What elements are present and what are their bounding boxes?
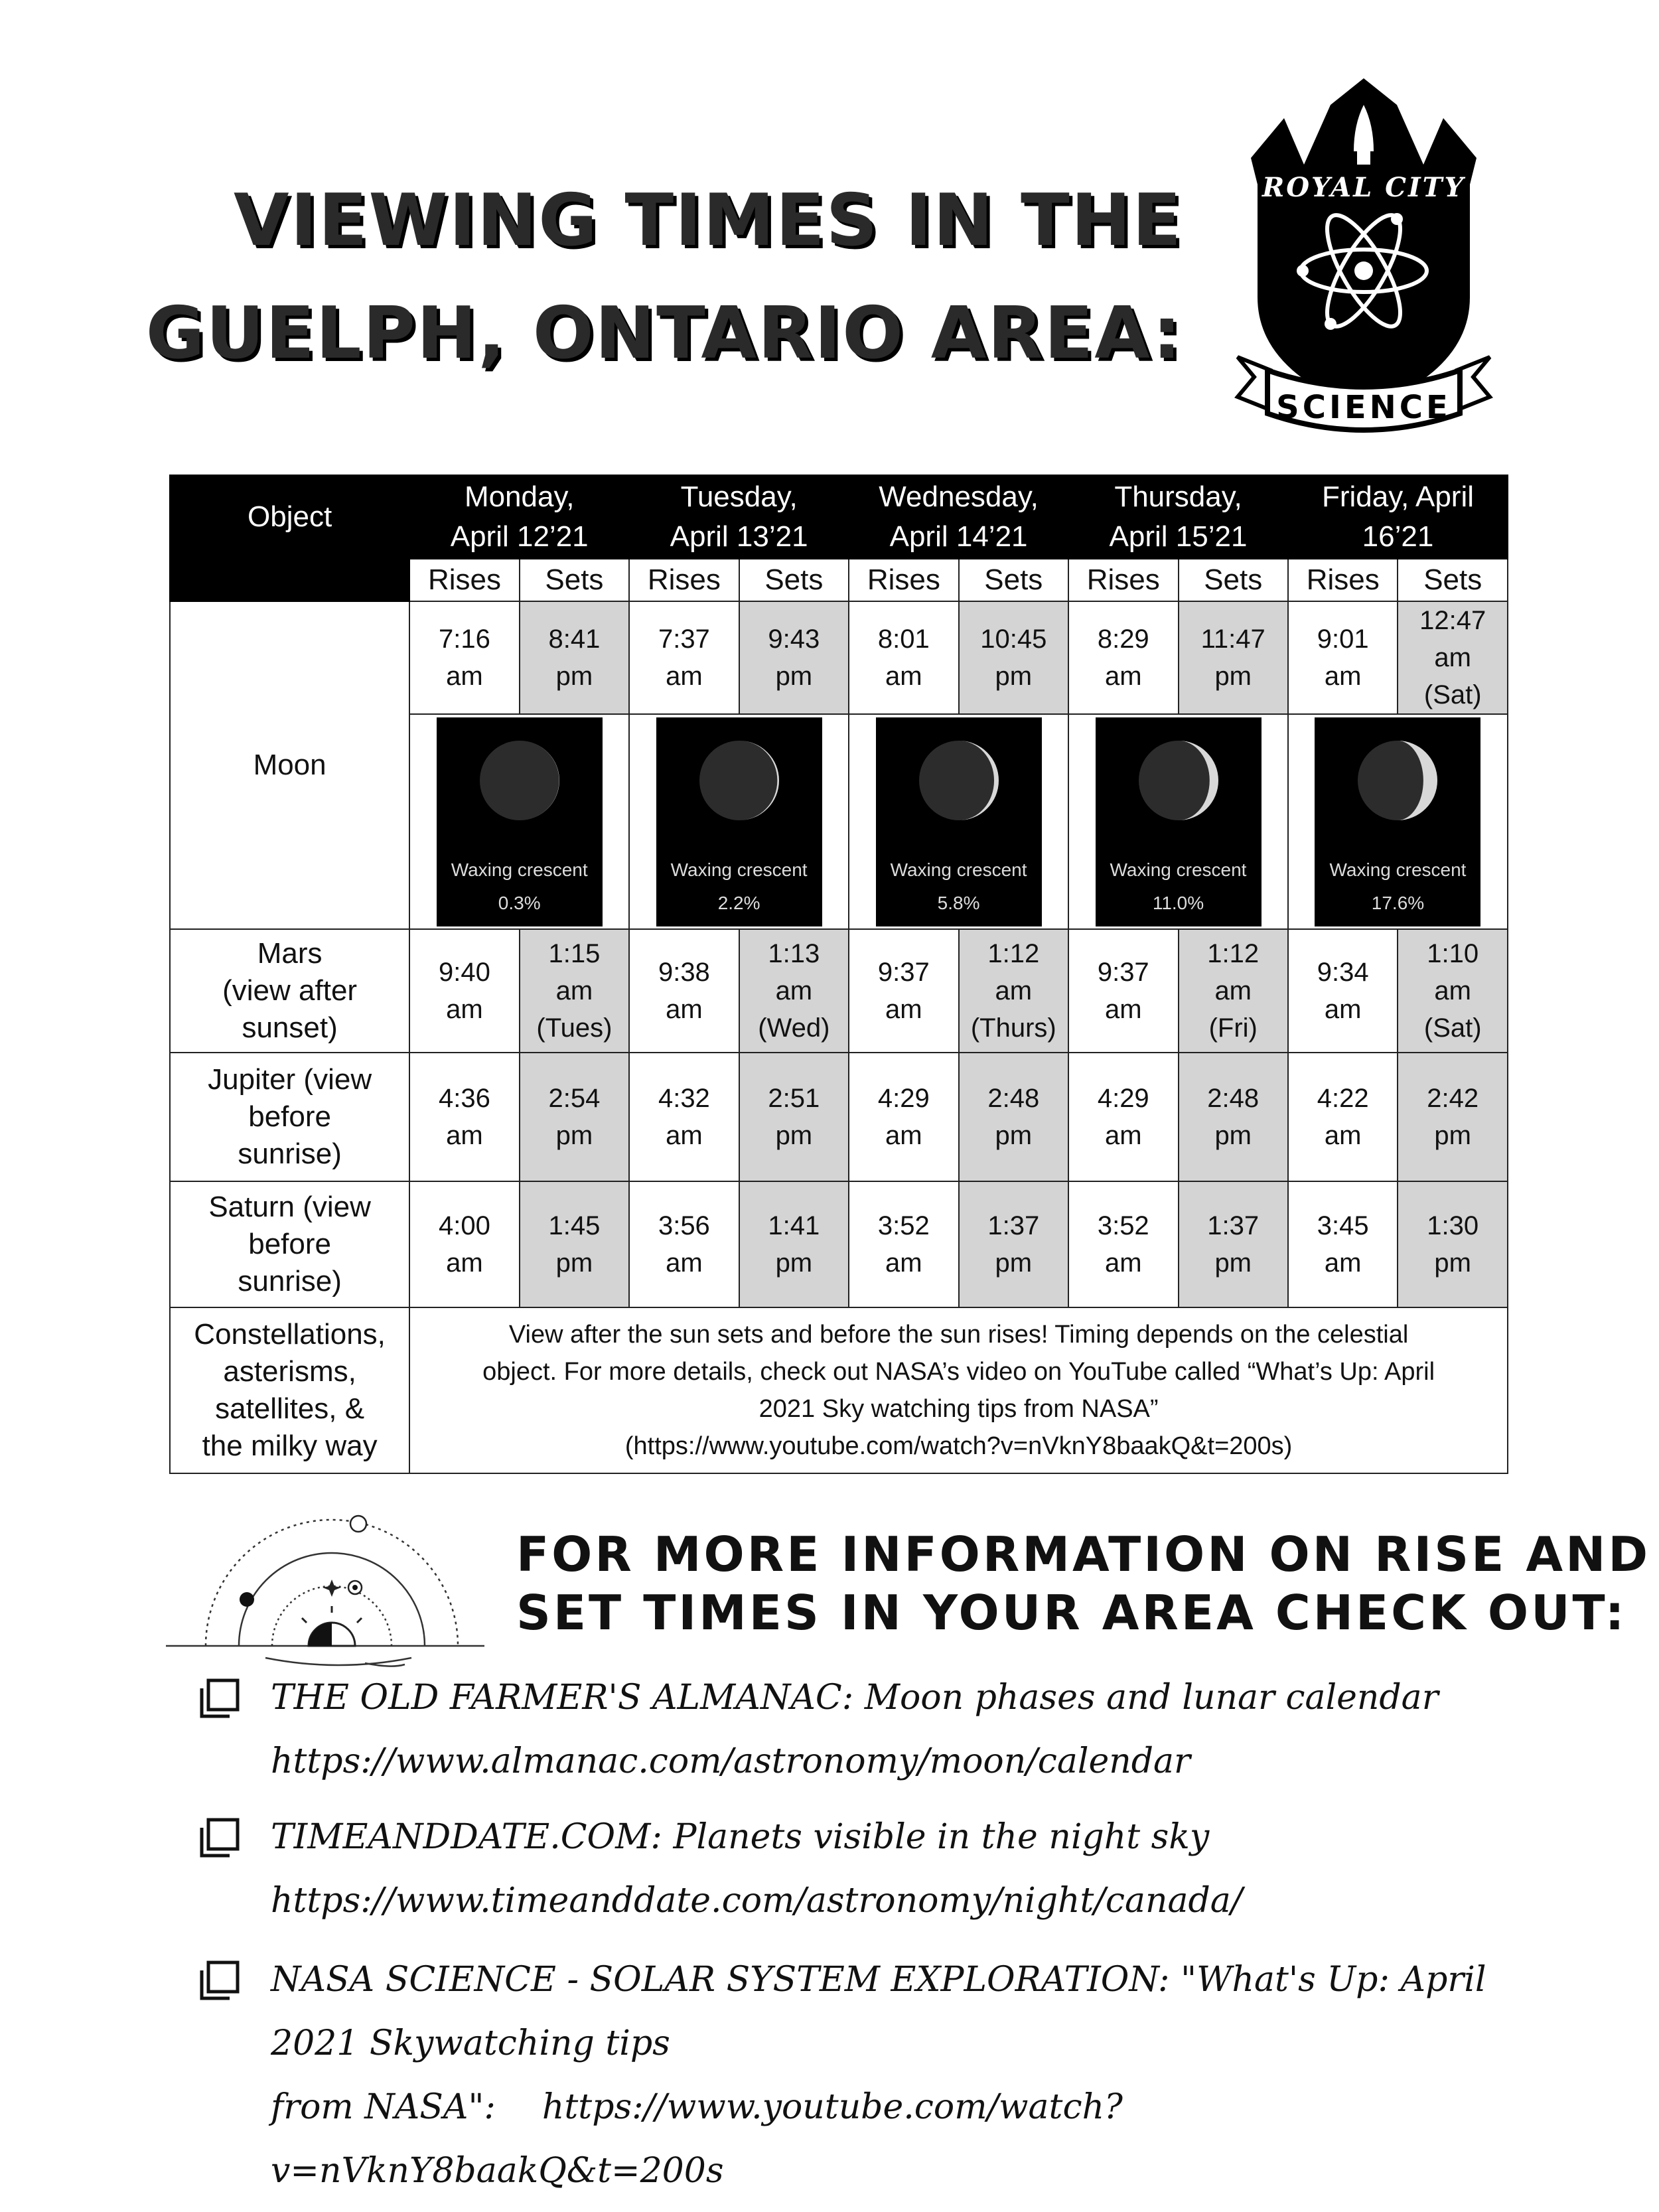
jupiter-set-fri: 2:42 pm <box>1398 1053 1508 1181</box>
mars-set-fri: 1:10 am (Sat) <box>1398 929 1508 1053</box>
moon-phase-image: Waxing crescent 2.2% <box>656 717 822 926</box>
rise-set-subheader-row <box>170 559 1508 601</box>
jupiter-label: Jupiter (view before sunrise) <box>170 1053 409 1181</box>
day-header-tuesday: Tuesday, April 13’21 <box>629 475 849 559</box>
rises-label: Rises <box>849 559 958 601</box>
constellations-row <box>170 1307 1508 1473</box>
saturn-rise-wed: 3:52 am <box>849 1181 958 1307</box>
resource-link[interactable]: https://www.youtube.com/watch?v=nVknY8baakQ&t=200s <box>271 2087 1123 2191</box>
more-info-heading <box>516 1525 1650 1642</box>
moon-phase-mon <box>409 714 629 929</box>
resource-link-line <box>271 2075 1526 2203</box>
jupiter-rise-fri: 4:22 am <box>1288 1053 1398 1181</box>
jupiter-rise-thu: 4:29 am <box>1068 1053 1178 1181</box>
saturn-set-wed: 1:37 pm <box>959 1181 1068 1307</box>
mars-rise-fri: 9:34 am <box>1288 929 1398 1053</box>
royal-city-science-logo <box>1231 78 1496 450</box>
moon-phase-fri <box>1288 714 1508 929</box>
moon-set-mon: 8:41 pm <box>520 601 629 714</box>
mars-rise-wed: 9:37 am <box>849 929 958 1053</box>
title-line-1: VIEWING TIMES IN THE <box>234 179 1183 262</box>
mars-set-wed: 1:12 am (Thurs) <box>959 929 1068 1053</box>
day-header-wednesday: Wednesday, April 14’21 <box>849 475 1068 559</box>
object-header-spacer <box>170 559 409 601</box>
jupiter-set-mon: 2:54 pm <box>520 1053 629 1181</box>
resource-title: THE OLD FARMER'S ALMANAC: Moon phases and lunar calendar <box>271 1678 1439 1718</box>
sets-label: Sets <box>959 559 1068 601</box>
day-header-friday: Friday, April 16’21 <box>1288 475 1508 559</box>
saturn-rise-fri: 3:45 am <box>1288 1181 1398 1307</box>
saturn-rise-tue: 3:56 am <box>629 1181 739 1307</box>
sets-label: Sets <box>1179 559 1288 601</box>
saturn-rise-mon: 4:00 am <box>409 1181 519 1307</box>
resource-item-timeanddate <box>199 1805 1526 1933</box>
solar-system-sketch <box>166 1507 484 1679</box>
rises-label: Rises <box>409 559 519 601</box>
moon-rise-tue: 7:37 am <box>629 601 739 714</box>
moon-rise-thu: 8:29 am <box>1068 601 1178 714</box>
mars-set-tue: 1:13 am (Wed) <box>739 929 849 1053</box>
resource-link[interactable]: https://www.almanac.com/astronomy/moon/calendar <box>271 1741 1190 1781</box>
moon-rise-fri: 9:01 am <box>1288 601 1398 714</box>
jupiter-rise-wed: 4:29 am <box>849 1053 958 1181</box>
day-header-monday: Monday, April 12’21 <box>409 475 629 559</box>
resource-link[interactable]: https://www.timeanddate.com/astronomy/night/canada/ <box>271 1881 1243 1921</box>
moon-phase-wed <box>849 714 1068 929</box>
resource-title-cont: from NASA": <box>271 2087 496 2127</box>
moon-set-fri: 12:47 am (Sat) <box>1398 601 1508 714</box>
moon-phase-image: Waxing crescent 5.8% <box>876 717 1042 926</box>
constellations-label: Constellations, asterisms, satellites, & the milky way <box>170 1307 409 1473</box>
saturn-set-fri: 1:30 pm <box>1398 1181 1508 1307</box>
header-row <box>170 475 1508 559</box>
viewing-times-table <box>169 475 1508 1474</box>
saturn-set-tue: 1:41 pm <box>739 1181 849 1307</box>
resource-item-almanac <box>199 1666 1526 1793</box>
saturn-set-mon: 1:45 pm <box>520 1181 629 1307</box>
moon-phase-thu <box>1068 714 1288 929</box>
moon-set-tue: 9:43 pm <box>739 601 849 714</box>
mars-rise-thu: 9:37 am <box>1068 929 1178 1053</box>
jupiter-rise-tue: 4:32 am <box>629 1053 739 1181</box>
moon-rise-wed: 8:01 am <box>849 601 958 714</box>
mars-set-mon: 1:15 am (Tues) <box>520 929 629 1053</box>
rises-label: Rises <box>1288 559 1398 601</box>
title-line-2: GUELPH, ONTARIO AREA: <box>145 292 1183 375</box>
moon-set-thu: 11:47 pm <box>1179 601 1288 714</box>
more-info-line-2: SET TIMES IN YOUR AREA CHECK OUT: <box>516 1585 1627 1641</box>
moon-rise-mon: 7:16 am <box>409 601 519 714</box>
sets-label: Sets <box>1398 559 1508 601</box>
checkbox-icon[interactable] <box>199 1960 240 2001</box>
mars-rise-mon: 9:40 am <box>409 929 519 1053</box>
saturn-row <box>170 1181 1508 1307</box>
jupiter-rise-mon: 4:36 am <box>409 1053 519 1181</box>
mars-rise-tue: 9:38 am <box>629 929 739 1053</box>
saturn-set-thu: 1:37 pm <box>1179 1181 1288 1307</box>
sets-label: Sets <box>739 559 849 601</box>
checkbox-icon[interactable] <box>199 1678 240 1719</box>
rises-label: Rises <box>629 559 739 601</box>
object-header: Object <box>170 475 409 559</box>
saturn-rise-thu: 3:52 am <box>1068 1181 1178 1307</box>
checkbox-icon[interactable] <box>199 1817 240 1858</box>
sets-label: Sets <box>520 559 629 601</box>
mars-set-thu: 1:12 am (Fri) <box>1179 929 1288 1053</box>
mars-row <box>170 929 1508 1053</box>
page-title <box>146 165 1183 390</box>
resource-item-nasa <box>199 1948 1526 2203</box>
jupiter-set-tue: 2:51 pm <box>739 1053 849 1181</box>
rises-label: Rises <box>1068 559 1178 601</box>
jupiter-set-wed: 2:48 pm <box>959 1053 1068 1181</box>
constellations-note: View after the sun sets and before the sun rises! Timing depends on the celestial object. For more details, check out NASA’s video on YouTube called “What’s Up: April 2021 Sky watching tips from NASA” (https://www.youtube.com/watch?v=nVknY8baakQ&t=200s) <box>409 1307 1508 1473</box>
saturn-label: Saturn (view before sunrise) <box>170 1181 409 1307</box>
moon-phase-image: Waxing crescent 0.3% <box>437 717 603 926</box>
jupiter-row <box>170 1053 1508 1181</box>
moon-set-wed: 10:45 pm <box>959 601 1068 714</box>
logo-bottom-text: SCIENCE <box>1276 389 1451 426</box>
moon-disk <box>480 741 559 820</box>
moon-phase-image: Waxing crescent 11.0% <box>1096 717 1262 926</box>
moon-times-row <box>170 601 1508 714</box>
moon-phase-image: Waxing crescent 17.6% <box>1315 717 1480 926</box>
jupiter-set-thu: 2:48 pm <box>1179 1053 1288 1181</box>
moon-label: Moon <box>170 601 409 929</box>
moon-phase-tue <box>629 714 849 929</box>
logo-top-text: ROYAL CITY <box>1262 172 1466 203</box>
more-info-line-1: FOR MORE INFORMATION ON RISE AND <box>516 1526 1651 1582</box>
resource-title: TIMEANDDATE.COM: Planets visible in the night sky <box>271 1817 1210 1857</box>
mars-label: Mars (view after sunset) <box>170 929 409 1053</box>
resource-title: NASA SCIENCE - SOLAR SYSTEM EXPLORATION: "What's Up: April 2021 Skywatching tips <box>271 1960 1486 2063</box>
day-header-thursday: Thursday, April 15’21 <box>1068 475 1288 559</box>
